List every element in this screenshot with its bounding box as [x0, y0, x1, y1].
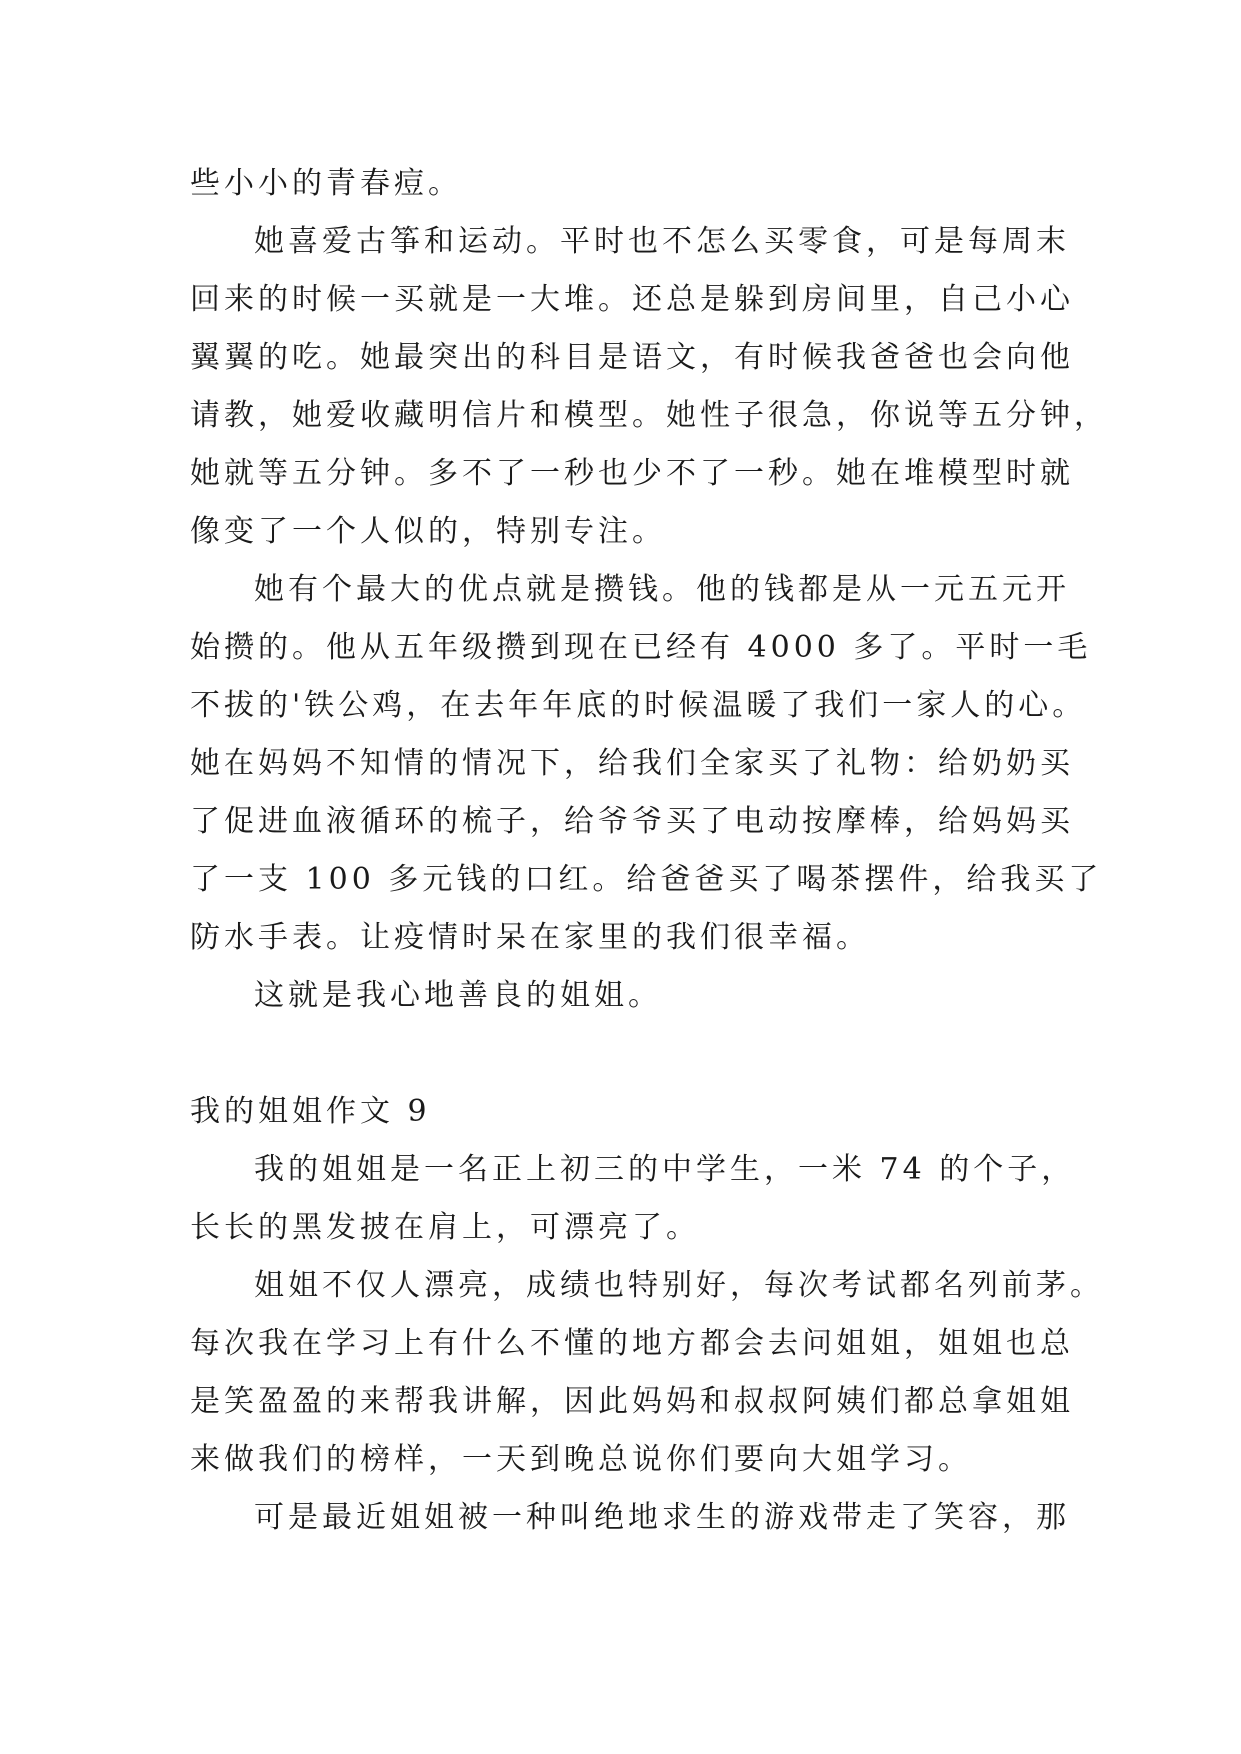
text-line: 回来的时候一买就是一大堆。还总是躲到房间里，自己小心: [190, 282, 1074, 317]
text-line: 是笑盈盈的来帮我讲解，因此妈妈和叔叔阿姨们都总拿姐姐: [190, 1384, 1074, 1419]
paragraph-first-line: 她喜爱古筝和运动。平时也不怎么买零食，可是每周末: [254, 224, 1070, 259]
text-line: 她在妈妈不知情的情况下，给我们全家买了礼物：给奶奶买: [190, 746, 1074, 781]
text-line: 她就等五分钟。多不了一秒也少不了一秒。她在堆模型时就: [190, 456, 1074, 491]
text-line: 长长的黑发披在肩上，可漂亮了。: [190, 1210, 700, 1245]
text-line: 了一支 100 多元钱的口红。给爸爸买了喝茶摆件，给我买了: [190, 862, 1103, 897]
text-line: 不拔的'铁公鸡，在去年年底的时候温暖了我们一家人的心。: [190, 688, 1087, 723]
section-heading: 我的姐姐作文 9: [190, 1094, 431, 1129]
text-line: 请教，她爱收藏明信片和模型。她性子很急，你说等五分钟，: [190, 398, 1108, 433]
text-line: 每次我在学习上有什么不懂的地方都会去问姐姐，姐姐也总: [190, 1326, 1074, 1361]
text-line: 来做我们的榜样，一天到晚总说你们要向大姐学习。: [190, 1442, 972, 1477]
paragraph-first-line: 这就是我心地善良的姐姐。: [254, 978, 662, 1013]
text-line: 防水手表。让疫情时呆在家里的我们很幸福。: [190, 920, 870, 955]
text-line: 些小小的青春痘。: [190, 166, 462, 201]
paragraph-first-line: 可是最近姐姐被一种叫绝地求生的游戏带走了笑容，那: [254, 1500, 1070, 1535]
text-line: 像变了一个人似的，特别专注。: [190, 514, 666, 549]
paragraph-first-line: 我的姐姐是一名正上初三的中学生，一米 74 的个子，: [254, 1152, 1076, 1187]
paragraph-first-line: 姐姐不仅人漂亮，成绩也特别好，每次考试都名列前茅。: [254, 1268, 1104, 1303]
text-line: 翼翼的吃。她最突出的科目是语文，有时候我爸爸也会向他: [190, 340, 1074, 375]
text-line: 了促进血液循环的梳子，给爷爷买了电动按摩棒，给妈妈买: [190, 804, 1074, 839]
text-line: 始攒的。他从五年级攒到现在已经有 4000 多了。平时一毛: [190, 630, 1092, 665]
paragraph-first-line: 她有个最大的优点就是攒钱。他的钱都是从一元五元开: [254, 572, 1070, 607]
